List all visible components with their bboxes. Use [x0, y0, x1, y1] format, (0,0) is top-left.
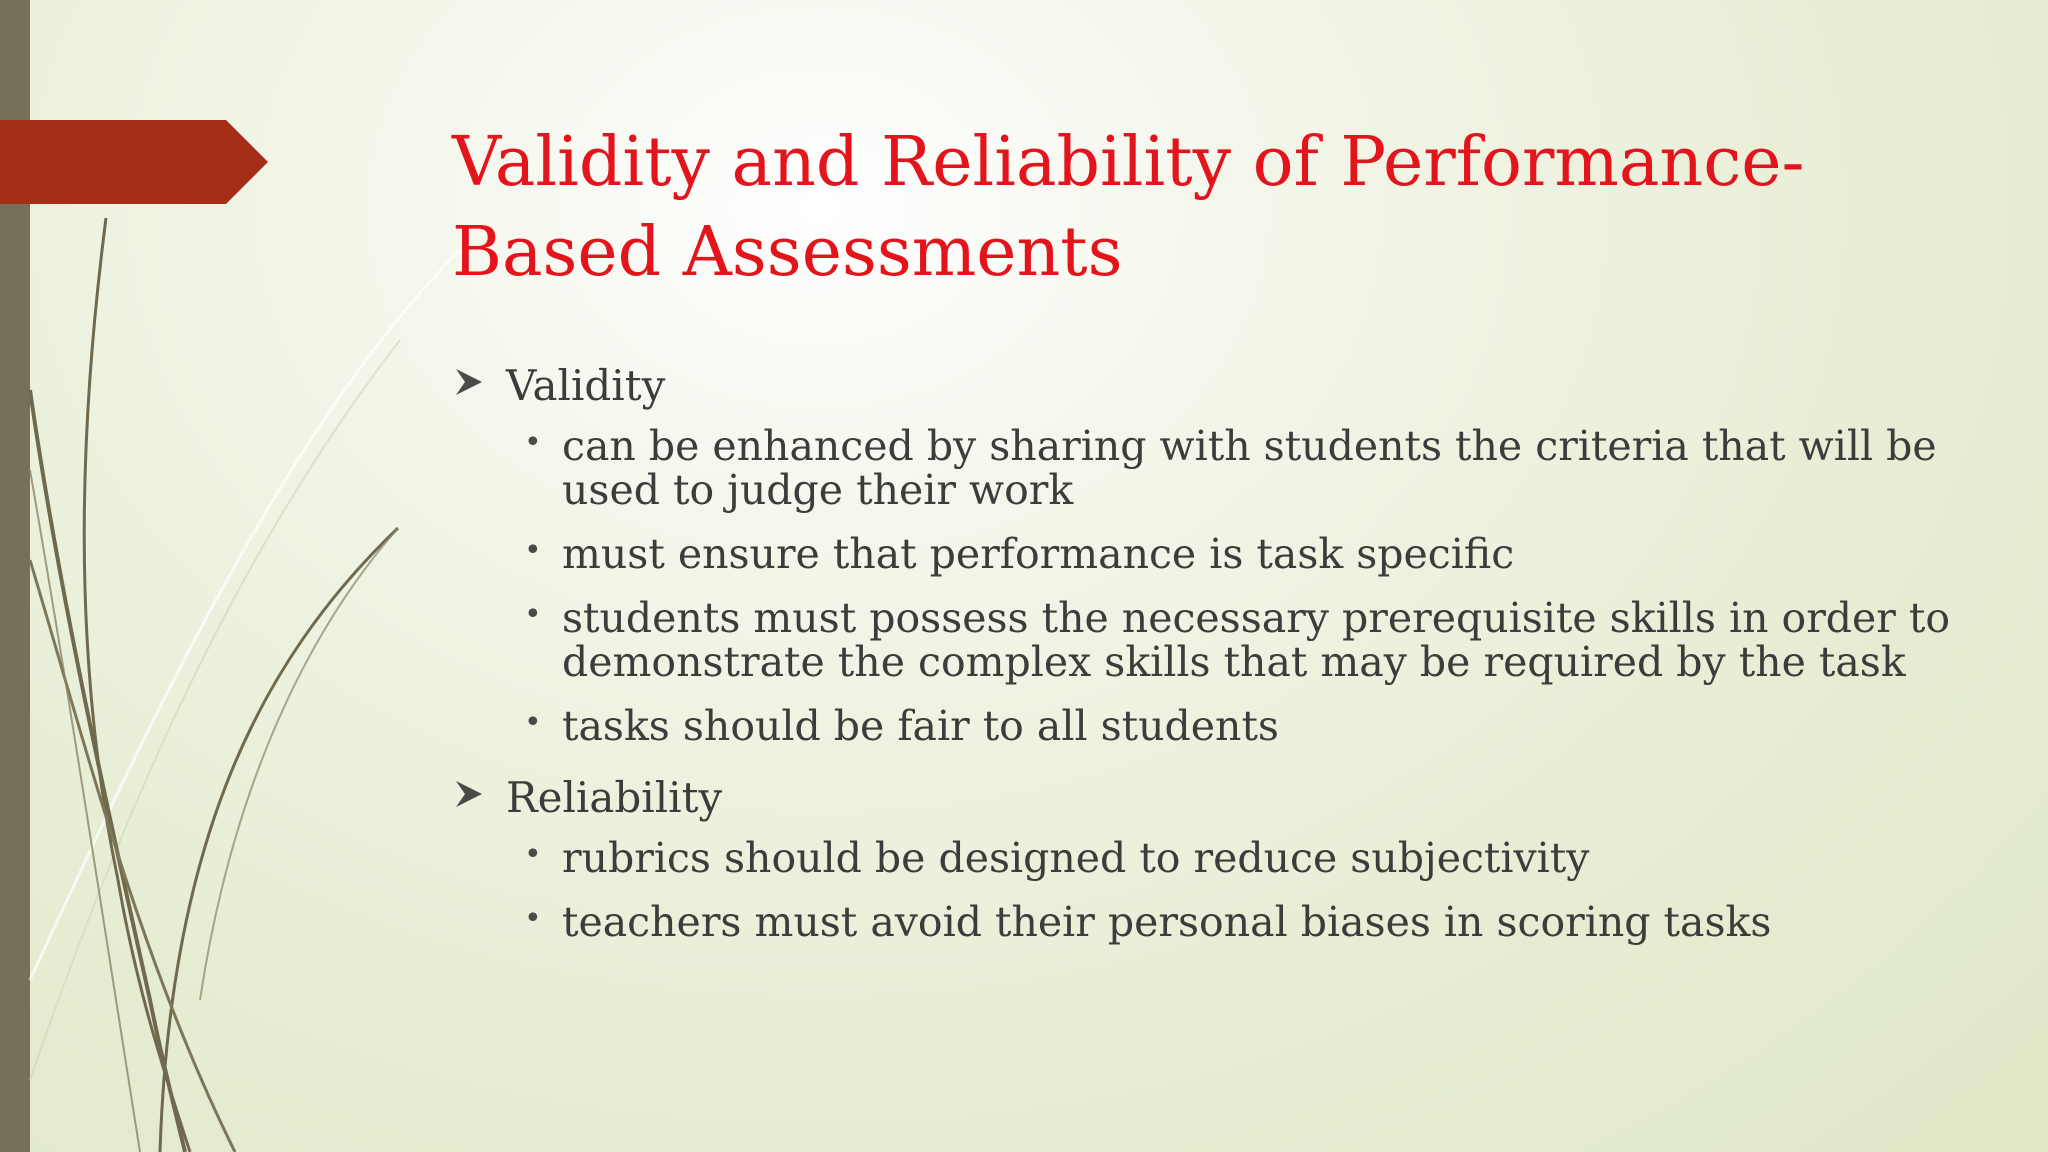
dot-bullet-icon: • — [524, 705, 542, 740]
list-item-text: can be enhanced by sharing with students the criteria that will be used to judge their work — [562, 422, 1937, 514]
dot-bullet-icon: • — [524, 425, 542, 460]
section-label-reliability: Reliability — [506, 773, 723, 822]
list-item — [518, 836, 1992, 880]
list-item — [518, 532, 1992, 576]
section-label-validity: Validity — [506, 361, 666, 410]
arrow-bullet-icon — [452, 777, 486, 811]
slide-content — [452, 356, 1992, 964]
reliability-list — [518, 836, 1992, 944]
list-item-text: students must possess the necessary prerequisite skills in order to demonstrate the complex skills that may be required by the task — [562, 594, 1951, 686]
list-item-text: teachers must avoid their personal biases in scoring tasks — [562, 898, 1772, 946]
list-item-text: rubrics should be designed to reduce subjectivity — [562, 834, 1590, 882]
dot-bullet-icon: • — [524, 837, 542, 872]
section-reliability — [452, 768, 1992, 944]
list-item-text: must ensure that performance is task specific — [562, 530, 1515, 578]
validity-list — [518, 424, 1992, 748]
arrow-bullet-icon — [452, 365, 486, 399]
list-item — [518, 704, 1992, 748]
section-validity — [452, 356, 1992, 748]
list-item-text: tasks should be fair to all students — [562, 702, 1279, 750]
slide-title: Validity and Reliability of Performance-Based Assessments — [452, 123, 1805, 292]
list-item — [518, 596, 1992, 684]
section-head — [452, 356, 1992, 416]
dot-bullet-icon: • — [524, 901, 542, 936]
section-head — [452, 768, 1992, 828]
list-item — [518, 424, 1992, 512]
dot-bullet-icon: • — [524, 597, 542, 632]
list-item — [518, 900, 1992, 944]
dot-bullet-icon: • — [524, 533, 542, 568]
title-accent-arrow — [0, 120, 268, 204]
